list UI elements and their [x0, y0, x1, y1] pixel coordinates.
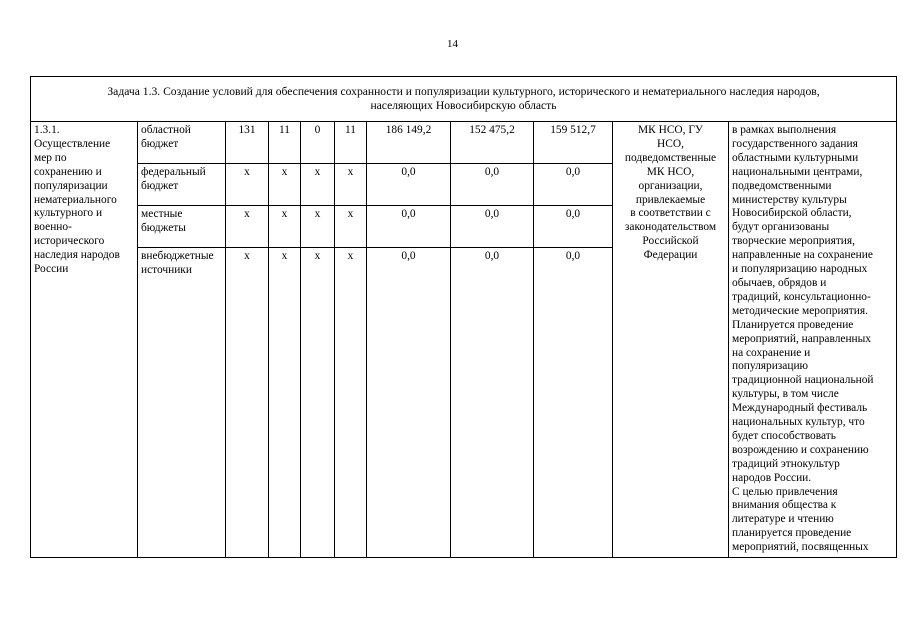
note-line: методические мероприятия. — [732, 304, 868, 317]
indicator-cell: x — [226, 248, 269, 558]
note-line: литературе и чтению — [732, 513, 834, 526]
indicator-cell: x — [269, 248, 301, 558]
funding-source-line: бюджет — [141, 137, 179, 150]
program-table — [30, 76, 897, 558]
amount-cell: 186 149,2 — [367, 122, 451, 164]
activity-title-line: исторического — [34, 235, 105, 248]
activity-cell — [31, 122, 138, 558]
note-line: популяризацию — [732, 360, 809, 373]
funding-source-line: бюджеты — [141, 221, 186, 234]
funding-source — [138, 164, 226, 206]
amount-cell: 0,0 — [367, 206, 451, 248]
funding-source-line: местные — [141, 208, 183, 220]
note-line: возрождению и сохранению — [732, 443, 869, 456]
indicator-cell: x — [301, 206, 335, 248]
funding-source — [138, 122, 226, 164]
note-line: на сохранение и — [732, 346, 811, 359]
note-line: обычаев, обрядов и — [732, 276, 827, 289]
indicator-cell: x — [269, 164, 301, 206]
page-number: 14 — [447, 38, 458, 50]
note-line: министерству культуры — [732, 193, 847, 206]
amount-cell: 152 475,2 — [451, 122, 534, 164]
note-line: традиций, консультационно- — [732, 290, 871, 303]
note-line: государственного задания — [732, 137, 858, 150]
executor-line: подведомственные — [624, 151, 717, 164]
indicator-cell: x — [335, 206, 367, 248]
amount-cell: 0,0 — [451, 206, 534, 248]
task-title-line1: Задача 1.3. Создание условий для обеспечения сохранности и популяризации культурного, исторического и нематериального наследия народов, — [107, 84, 820, 98]
task-title-line2: населяющих Новосибирскую область — [370, 99, 557, 112]
note-line: культуры, в том числе — [732, 388, 839, 401]
task-header-row — [31, 77, 897, 122]
indicator-cell: 11 — [335, 122, 367, 164]
amount-cell: 0,0 — [367, 248, 451, 558]
note-line: внимания общества к — [732, 499, 837, 512]
executor-line: законодательством — [624, 221, 717, 234]
note-line: в рамках выполнения — [732, 124, 837, 136]
note-line: будет способствовать — [732, 429, 836, 442]
indicator-cell: x — [226, 206, 269, 248]
activity-title-line: мер по — [34, 151, 67, 164]
funding-source-line: бюджет — [141, 179, 179, 192]
funding-source-line: источники — [141, 263, 192, 276]
indicator-cell: 11 — [269, 122, 301, 164]
executor-line: привлекаемые — [635, 193, 706, 206]
executor-line: Федерации — [643, 249, 698, 262]
note-line: Планируется проведение — [732, 318, 854, 331]
activity-title-line: сохранению и — [34, 165, 102, 178]
funding-source-line: внебюджетные — [141, 250, 214, 262]
activity-title-line: Осуществление — [34, 137, 111, 150]
funding-source-line: областной — [141, 124, 191, 136]
indicator-cell: x — [301, 248, 335, 558]
activity-title-line: популяризации — [34, 179, 108, 192]
amount-cell: 0,0 — [451, 248, 534, 558]
note-line: и популяризацию народных — [732, 263, 868, 276]
note-line: С целью привлечения — [732, 485, 838, 498]
task-title — [31, 77, 897, 122]
executor-line: МК НСО, — [646, 165, 695, 178]
funding-source-line: федеральный — [141, 166, 206, 178]
activity-title-line: военно- — [34, 221, 72, 234]
table-row — [31, 122, 897, 164]
note-line: национальных культур, что — [732, 416, 865, 429]
amount-cell: 0,0 — [367, 164, 451, 206]
note-line: народов России. — [732, 471, 812, 484]
amount-cell: 0,0 — [534, 248, 613, 558]
funding-source — [138, 206, 226, 248]
indicator-cell: x — [335, 164, 367, 206]
amount-cell: 159 512,7 — [534, 122, 613, 164]
activity-title-line: наследия народов — [34, 249, 120, 262]
note-line: мероприятий, посвященных — [732, 541, 869, 554]
indicator-cell: 131 — [226, 122, 269, 164]
activity-title-line: культурного и — [34, 207, 103, 220]
note-line: планируется проведение — [732, 527, 852, 540]
note-line: подведомственными — [732, 179, 832, 192]
amount-cell: 0,0 — [534, 206, 613, 248]
indicator-cell: 0 — [301, 122, 335, 164]
indicator-cell: x — [301, 164, 335, 206]
indicator-cell: x — [335, 248, 367, 558]
note-line: мероприятий, направленных — [732, 332, 872, 345]
executor-line: организации, — [638, 179, 703, 192]
executor-cell — [613, 122, 729, 558]
note-line: национальными центрами, — [732, 165, 863, 178]
activity-title-line: нематериального — [34, 193, 117, 206]
note-cell — [729, 122, 897, 558]
indicator-cell: x — [269, 206, 301, 248]
executor-line: в соответствии с — [630, 207, 711, 220]
note-line: Новосибирской области, — [732, 207, 852, 220]
amount-cell: 0,0 — [451, 164, 534, 206]
note-line: областными культурными — [732, 151, 859, 164]
executor-line: Российской — [642, 235, 699, 248]
note-line: творческие мероприятия, — [732, 235, 855, 248]
note-line: будут организованы — [732, 221, 830, 234]
note-line: традиционной национальной — [732, 374, 874, 387]
activity-title-line: России — [34, 263, 69, 276]
amount-cell: 0,0 — [534, 164, 613, 206]
note-line: традиций этнокультур — [732, 457, 840, 470]
executor-line: МК НСО, ГУ — [638, 124, 703, 136]
funding-source — [138, 248, 226, 558]
note-line: Международный фестиваль — [732, 402, 868, 415]
activity-number: 1.3.1. — [34, 124, 60, 136]
note-line: направленные на сохранение — [732, 249, 873, 262]
executor-line: НСО, — [657, 137, 684, 150]
indicator-cell: x — [226, 164, 269, 206]
